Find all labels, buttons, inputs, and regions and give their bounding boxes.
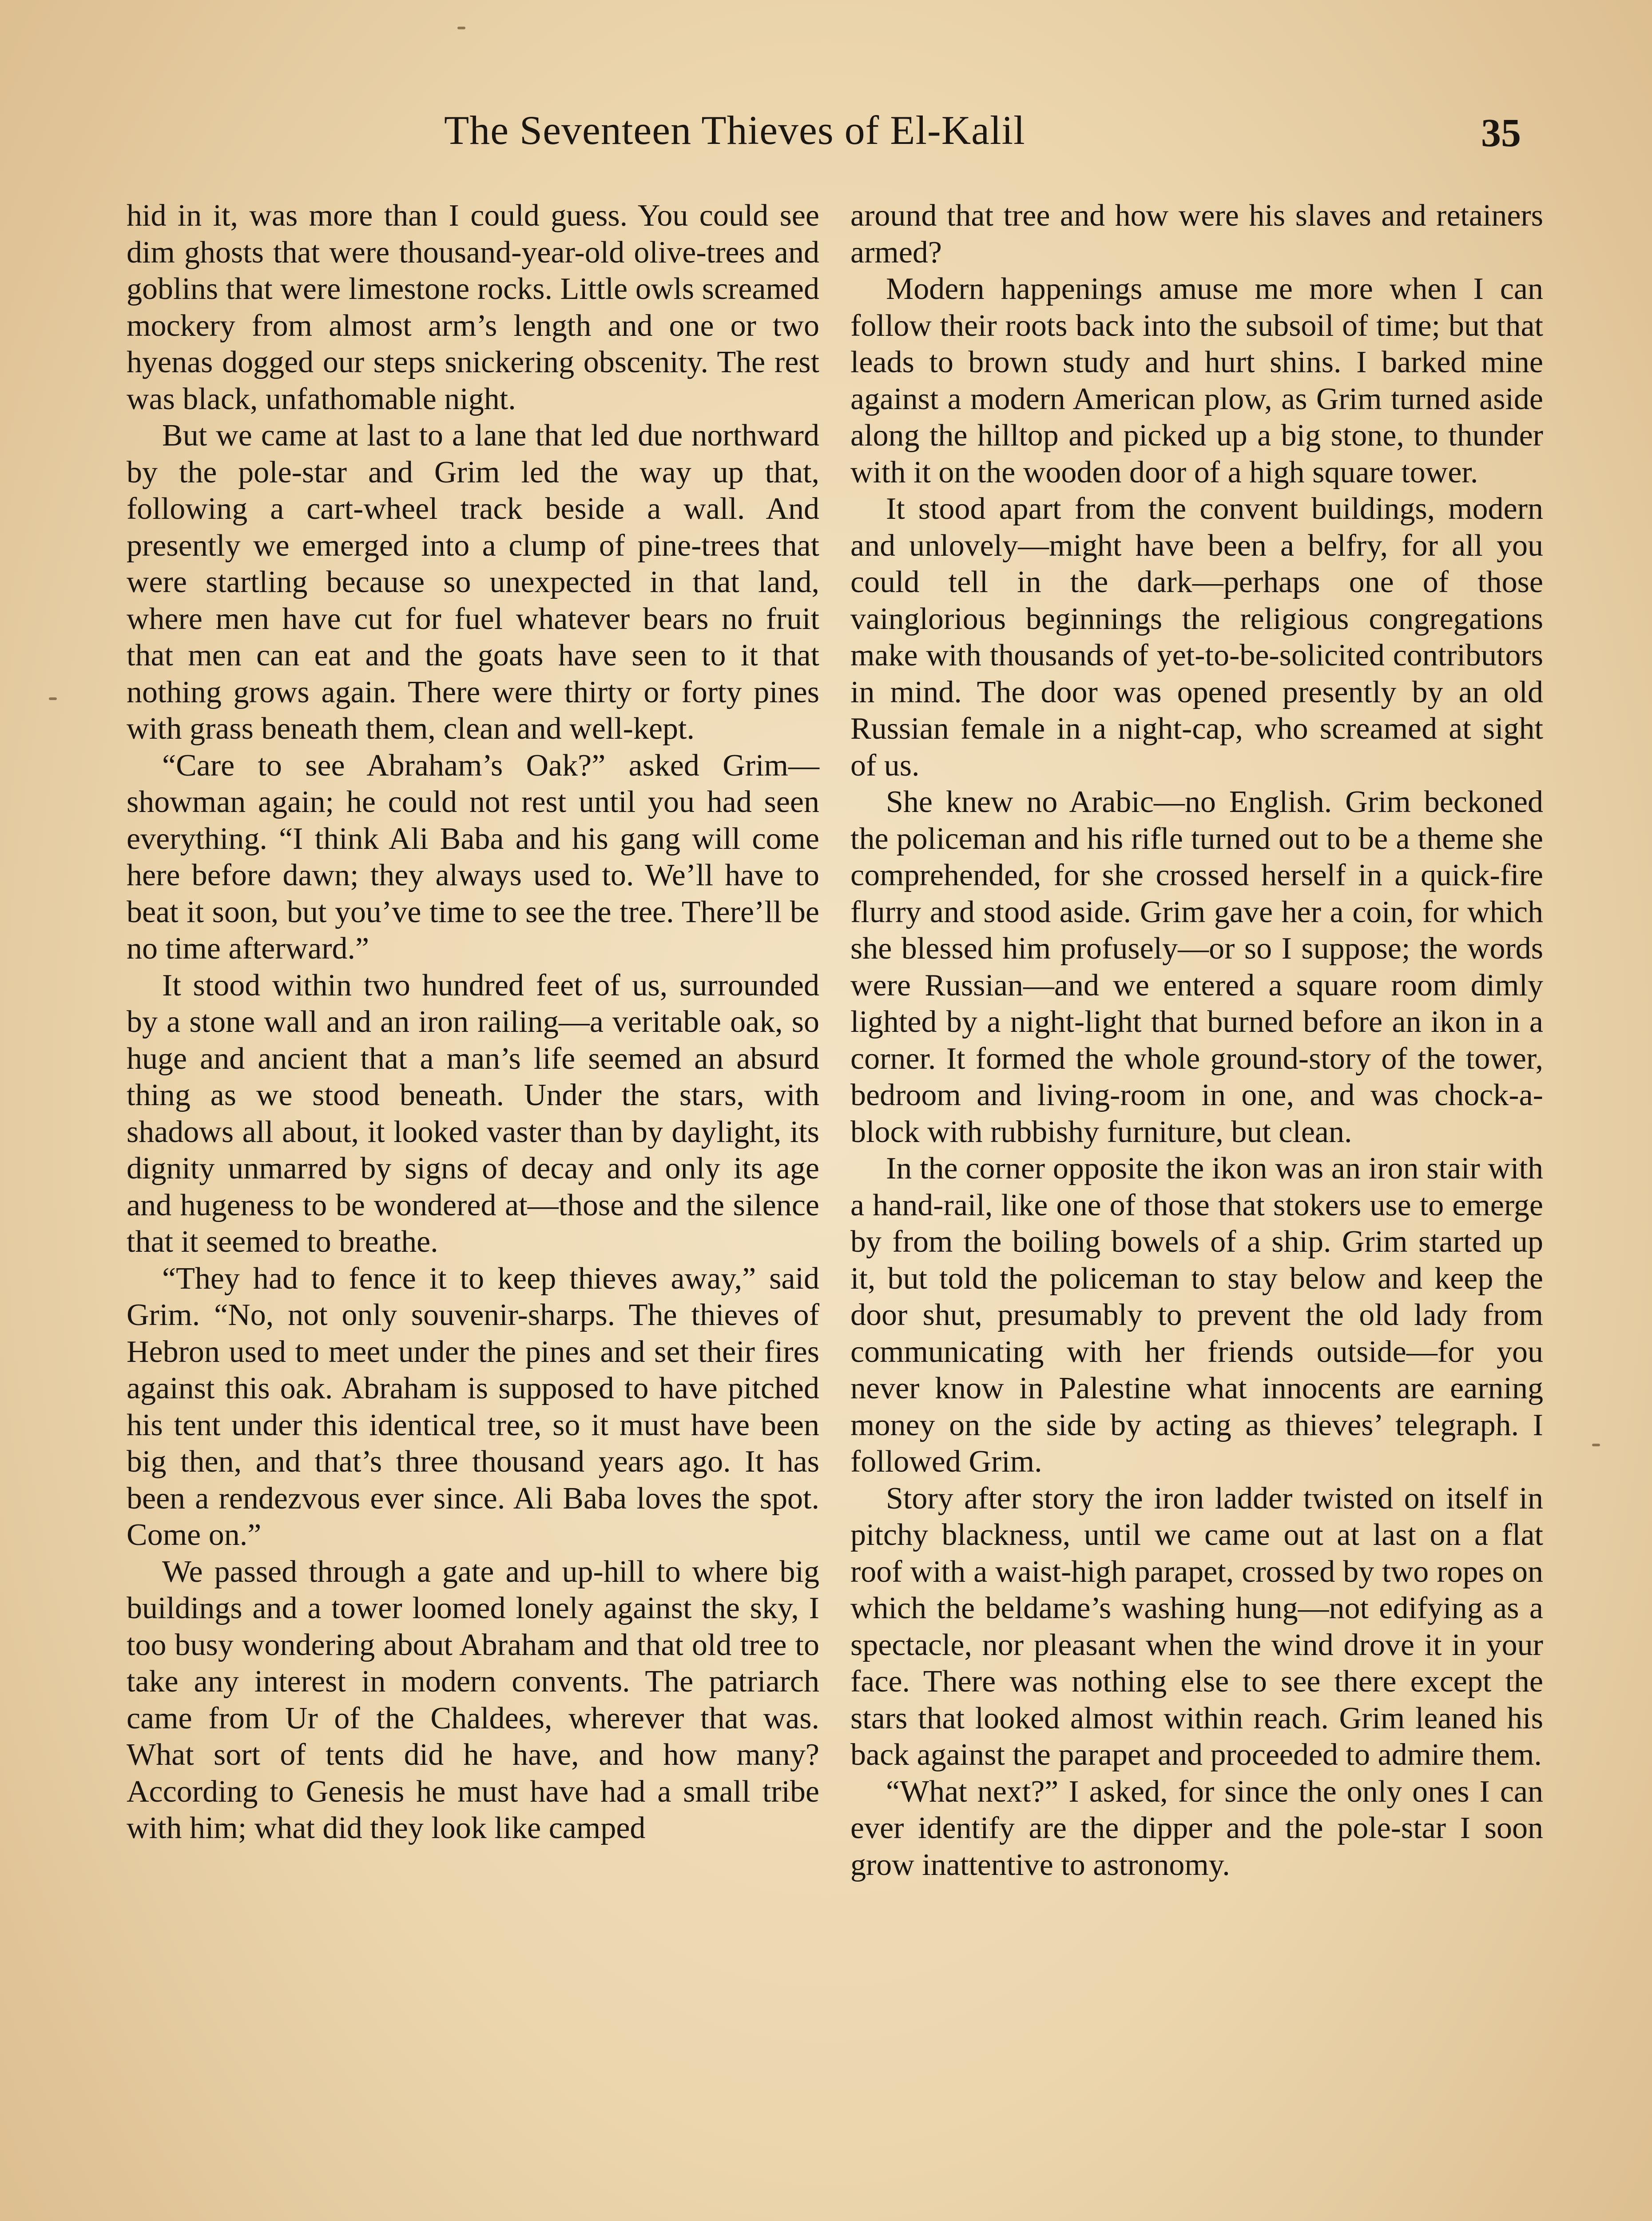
running-title: The Seventeen Thieves of El-Kalil — [444, 107, 1025, 153]
paragraph: It stood within two hundred feet of us, surrounded by a stone wall and an iron railing—a veritable oak, so huge and ancient that a man’s life seemed an absurd thing as we stood beneath. Under the stars, with shadows all about, it looked vaster than by daylight, its dignity unmarred by signs of decay and only its age and hugeness to be wondered at—those and the silence that it seemed to breathe. — [127, 968, 819, 1259]
paragraph: She knew no Arabic—no English. Grim beckoned the policeman and his rifle turned out to be a theme she comprehended, for she crossed herself in a quick-fire flurry and stood aside. Grim gave her a coin, for which she blessed him profusely—or so I suppose; the words were Russian—and we entered a square room dimly lighted by a night-light that burned before an ikon in a corner. It formed the whole ground-story of the tower, bedroom and living-room in one, and was chock-a-block with rubbishy furniture, but clean. — [850, 785, 1543, 1149]
ink-speck — [49, 697, 57, 700]
page-header — [0, 107, 1652, 164]
paragraph: hid in it, was more than I could guess. You could see dim ghosts that were thousand-year-old olive-trees and goblins that were limestone rocks. Little owls screamed mockery from almost arm’s length and one or two hyenas dogged our steps snickering obscenity. The rest was black, unfathomable night. — [127, 199, 819, 416]
paragraph: Story after story the iron ladder twisted on itself in pitchy blackness, until we came out at last on a flat roof with a waist-high parapet, crossed by two ropes on which the beldame’s washing hung—not edifying as a spectacle, nor pleasant when the wind drove it in your face. There was nothing else to see there except the stars that looked almost within reach. Grim leaned his back against the parapet and proceeded to admire them. — [850, 1481, 1543, 1772]
paragraph: “What next?” I asked, for since the only ones I can ever identify are the dipper and the pole-star I soon grow inattentive to astronomy. — [850, 1774, 1543, 1882]
paragraph: “They had to fence it to keep thieves away,” said Grim. “No, not only souvenir-sharps. The thieves of Hebron used to meet under the pines and set their fires against this oak. Abraham is supposed to have pitched his tent under this identical tree, so it must have been big then, and that’s three thousand years ago. It has been a rendezvous ever since. Ali Baba loves the spot. Come on.” — [127, 1261, 819, 1552]
paragraph: In the corner opposite the ikon was an iron stair with a hand-rail, like one of those that stokers use to emerge by from the boiling bowels of a ship. Grim started up it, but told the policeman to stay below and keep the door shut, presumably to prevent the old lady from communicating with her friends outside—for you never know in Palestine what innocents are earning money on the side by acting as thieves’ telegraph. I followed Grim. — [850, 1151, 1543, 1479]
right-column — [850, 198, 1543, 1883]
paragraph: We passed through a gate and up-hill to where big buildings and a tower loomed lonely against the sky, I too busy wondering about Abraham and that old tree to take any interest in modern convents. The patriarch came from Ur of the Chaldees, wherever that was. What sort of tents did he have, and how many? According to Genesis he must have had a small tribe with him; what did they look like camped — [127, 1554, 819, 1845]
ink-speck — [1592, 1444, 1600, 1446]
paragraph: “Care to see Abraham’s Oak?” asked Grim—showman again; he could not rest until you had seen everything. “I think Ali Baba and his gang will come here before dawn; they always used to. We’ll have to beat it soon, but you’ve time to see the tree. There’ll be no time afterward.” — [127, 748, 819, 966]
page-number: 35 — [1481, 111, 1521, 155]
paragraph: But we came at last to a lane that led due northward by the pole-star and Grim led the way up that, following a cart-wheel track beside a wall. And presently we emerged into a clump of pine-trees that were startling because so unexpected in that land, where men have cut for fuel whatever bears no fruit that men can eat and the goats have seen to it that nothing grows again. There were thirty or forty pines with grass beneath them, clean and well-kept. — [127, 418, 819, 746]
paragraph: It stood apart from the convent buildings, modern and unlovely—might have been a belfry, for all you could tell in the dark—perhaps one of those vainglorious beginnings the religious congregations make with thousands of yet-to-be-solicited contributors in mind. The door was opened presently by an old Russian female in a night-cap, who screamed at sight of us. — [850, 492, 1543, 783]
left-column — [127, 198, 819, 1847]
paragraph: Modern happenings amuse me more when I can follow their roots back into the subsoil of time; but that leads to brown study and hurt shins. I barked mine against a modern American plow, as Grim turned aside along the hilltop and picked up a big stone, to thunder with it on the wooden door of a high square tower. — [850, 272, 1543, 490]
ink-speck — [457, 27, 465, 29]
paragraph: around that tree and how were his slaves and retainers armed? — [850, 199, 1543, 270]
